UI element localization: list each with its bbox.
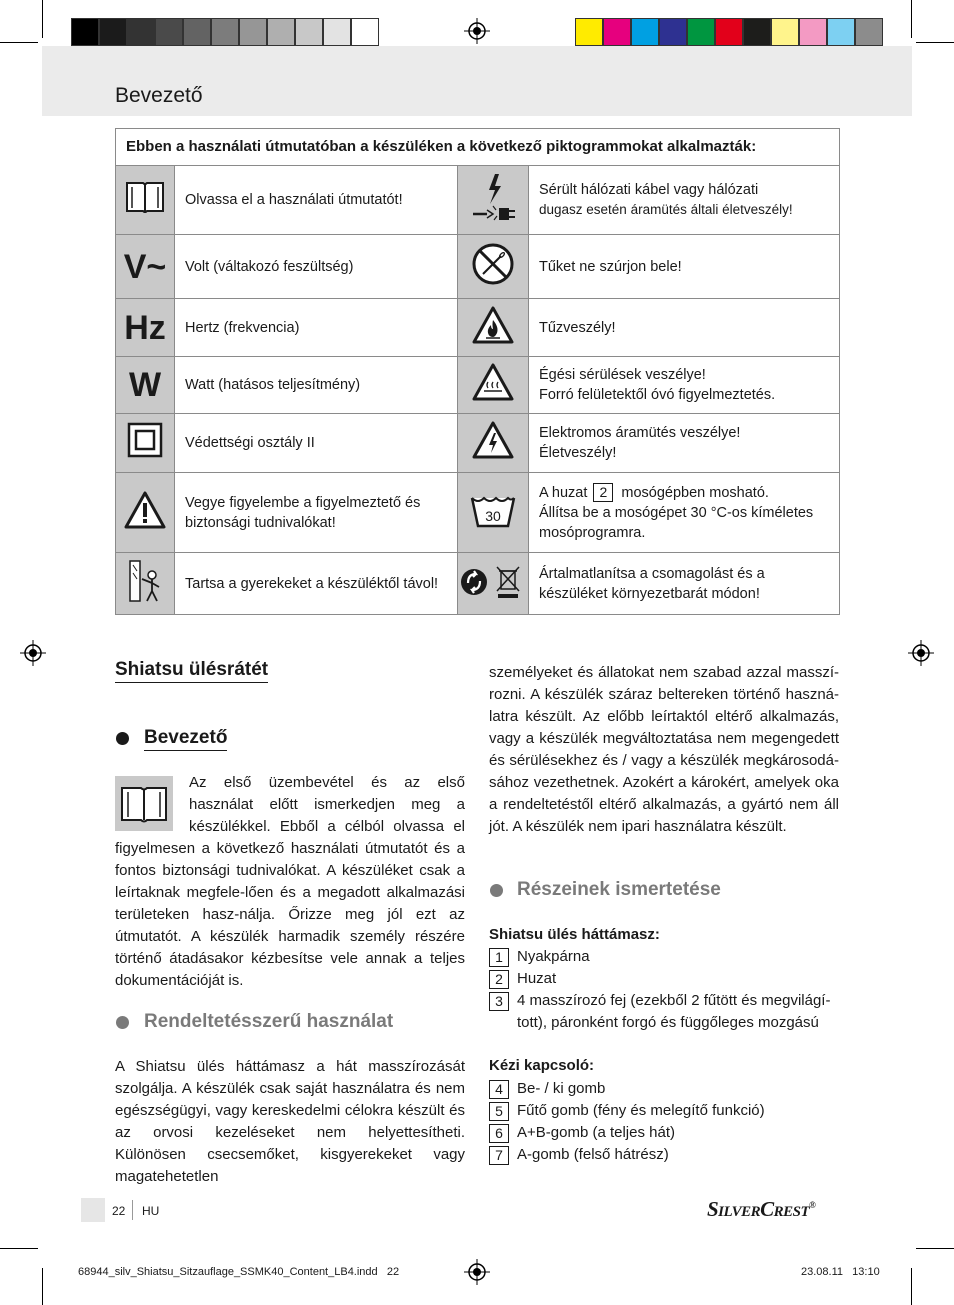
fire-warning-icon xyxy=(471,305,515,345)
pictogram-table xyxy=(115,128,840,615)
list-item: 3 4 masszírozó fej (ezekből 2 fűtött és megvilágí- xyxy=(489,990,830,1012)
main-heading: Shiatsu ülésrátét xyxy=(115,658,268,683)
color-swatch xyxy=(827,18,855,46)
color-swatch xyxy=(323,18,351,46)
color-swatch xyxy=(687,18,715,46)
crop-mark xyxy=(42,1268,43,1305)
crop-mark xyxy=(911,0,912,38)
warning-triangle-icon xyxy=(123,490,167,530)
color-swatch xyxy=(575,18,603,46)
color-swatch xyxy=(71,18,99,46)
volt-ac-symbol: V~ xyxy=(116,235,175,299)
section-bullet-icon xyxy=(116,1016,129,1029)
section-bullet-icon xyxy=(490,884,503,897)
color-swatch xyxy=(743,18,771,46)
damaged-cable-icon xyxy=(469,170,517,224)
color-swatch xyxy=(351,18,379,46)
list-item-continuation: tott), páronként forgó és függőleges mozgású xyxy=(517,1014,819,1031)
table-row xyxy=(116,414,840,473)
list-item: 7 A-gomb (felső hátrész) xyxy=(489,1144,669,1166)
color-swatch xyxy=(295,18,323,46)
pictogram-description: Vegye figyelembe a figyelmeztető és biztonsági tudnivalókat! xyxy=(175,473,458,553)
parts-group-label: Kézi kapcsoló: xyxy=(489,1057,595,1074)
pictogram-description: Volt (váltakozó feszültség) xyxy=(175,235,458,299)
color-swatch xyxy=(267,18,295,46)
pictogram-description: Hertz (frekvencia) xyxy=(175,299,458,357)
color-swatch xyxy=(239,18,267,46)
footer-divider xyxy=(132,1200,133,1220)
no-needle-icon xyxy=(471,242,515,286)
pictogram-description: Elektromos áramütés veszélye! xyxy=(539,425,741,441)
list-item: 2 Huzat xyxy=(489,968,556,990)
electric-shock-warning-icon xyxy=(471,420,515,460)
color-swatch xyxy=(771,18,799,46)
color-swatch xyxy=(211,18,239,46)
language-code: HU xyxy=(142,1204,160,1218)
print-file-info: 68944_silv_Shiatsu_Sitzauflage_SSMK40_Content_LB4.indd 22 xyxy=(78,1266,400,1278)
table-row xyxy=(116,553,840,615)
registration-mark-icon xyxy=(908,640,934,666)
keep-away-children-icon xyxy=(125,557,165,605)
section-heading-intended-use: Rendeltetésszerű használat xyxy=(144,1011,394,1032)
parts-group-label: Shiatsu ülés háttámasz: xyxy=(489,926,660,943)
pictogram-description: Életveszély! xyxy=(539,445,617,461)
protection-class-ii-icon xyxy=(125,420,165,460)
pictogram-description: Védettségi osztály II xyxy=(175,414,458,473)
book-icon xyxy=(123,179,167,215)
crop-mark xyxy=(0,1248,38,1249)
pictogram-description: mosógépben mosható. xyxy=(621,484,769,501)
color-swatch xyxy=(99,18,127,46)
color-swatch xyxy=(127,18,155,46)
color-swatch xyxy=(799,18,827,46)
table-row xyxy=(116,473,840,553)
page-title: Bevezető xyxy=(115,84,203,107)
svg-text:30: 30 xyxy=(485,507,501,524)
pictogram-description: Tűket ne szúrjon bele! xyxy=(529,235,840,299)
registration-mark-icon xyxy=(20,640,46,666)
registration-mark-icon xyxy=(464,18,490,44)
list-item: 5 Fűtő gomb (fény és melegítő funkció) xyxy=(489,1100,765,1122)
intended-use-text-continued: személyeket és állatokat nem szabad azzal masszí-rozni. A készülék száraz beltereken történő haszná-latra készült. Az előbb leírtaktól eltérő alkalmazás, vagy a készülék megváltoztatása nem megengedett és sérülésekhez és / vagy a készülék megkárosodá-sához vezethetnek. Azokért a károkért, amelyek oka a rendeltetéstől eltérő alkalmazás, a gyártó nem áll jót. A készülék nem ipari használatra készült. xyxy=(489,664,839,835)
pictogram-description: Tartsa a gyerekeket a készüléktől távol! xyxy=(175,553,458,615)
color-swatch xyxy=(603,18,631,46)
list-item: 1 Nyakpárna xyxy=(489,946,590,968)
pictogram-description: Watt (hatásos teljesítmény) xyxy=(175,357,458,414)
intended-use-text: A Shiatsu ülés háttámasz a hát masszírozását szolgálja. A készülék csak saját használatra és nem egészségügyi, vagy kereskedelmi célokra készült és az orvosi kezeléseket nem helyettesítheti. Különösen csecsemőket, kisgyerekeket vagy magatehetetlen xyxy=(115,1058,465,1185)
pictogram-description: A huzat xyxy=(539,484,588,501)
page-number: 22 xyxy=(112,1204,126,1218)
registration-mark-icon xyxy=(464,1259,490,1285)
hertz-symbol: Hz xyxy=(116,299,175,357)
brand-logo: SilverCrest® xyxy=(707,1197,816,1221)
section-heading-parts: Részeinek ismertetése xyxy=(517,879,721,900)
pictogram-description: dugasz esetén áramütés általi életveszély! xyxy=(539,202,793,217)
list-item: 4 Be- / ki gomb xyxy=(489,1078,605,1100)
color-swatch xyxy=(855,18,883,46)
table-row xyxy=(116,357,840,414)
pictogram-table-heading: Ebben a használati útmutatóban a készüléken a következő piktogrammokat alkalmazták: xyxy=(116,129,840,166)
color-swatch xyxy=(715,18,743,46)
crop-mark xyxy=(42,0,43,38)
table-row xyxy=(116,299,840,357)
color-swatch xyxy=(659,18,687,46)
table-row xyxy=(116,235,840,299)
pictogram-description: Állítsa be a mosógépet 30 °C-os kíméletes mosóprogramra. xyxy=(539,504,814,541)
crop-mark xyxy=(911,1268,912,1305)
watt-symbol: W xyxy=(116,357,175,414)
color-swatch xyxy=(155,18,183,46)
part-number-box: 2 xyxy=(593,483,613,502)
pictogram-description: Tűzveszély! xyxy=(529,299,840,357)
crop-mark xyxy=(916,1248,954,1249)
washing-30-icon xyxy=(468,490,518,530)
recycling-disposal-icon xyxy=(458,561,528,601)
pictogram-description: Forró felületektől óvó figyelmeztetés. xyxy=(539,387,776,403)
intro-text: Az első üzembevétel és az első használat előtt ismerkedjen meg a készülékkel. Ebből a célból olvassa el figyelmesen a következő használati útmutatót és a fontos biztonsági tudnivalókat. A készüléket csak a leírtaknak megfele-lően és a megadott alkalmazási területeken hasz-nálja. Őrizze meg jól ezt az útmutatót. A készülék harmadik személy részére történő átadásakor kézbesítse vele annak a teljes dokumentációját is. xyxy=(115,774,465,989)
list-item: 6 A+B-gomb (a teljes hát) xyxy=(489,1122,675,1144)
pictogram-description: Sérült hálózati kábel vagy hálózati xyxy=(539,182,759,198)
crop-mark xyxy=(916,42,954,43)
table-row xyxy=(116,166,840,235)
pictogram-description: Ártalmatlanítsa a csomagolást és a készüléket környezetbarát módon! xyxy=(529,553,840,615)
pictogram-table-header xyxy=(116,129,840,166)
section-heading-intro: Bevezető xyxy=(144,726,227,751)
section-bullet-icon xyxy=(116,732,129,745)
pictogram-description: Égési sérülések veszélye! xyxy=(539,367,706,383)
color-swatch xyxy=(183,18,211,46)
footer-tab xyxy=(81,1198,105,1222)
crop-mark xyxy=(0,42,38,43)
hot-surface-warning-icon xyxy=(471,362,515,402)
pictogram-description: Olvassa el a használati útmutatót! xyxy=(175,166,458,235)
print-date-info: 23.08.11 13:10 xyxy=(801,1266,880,1278)
color-swatch xyxy=(631,18,659,46)
